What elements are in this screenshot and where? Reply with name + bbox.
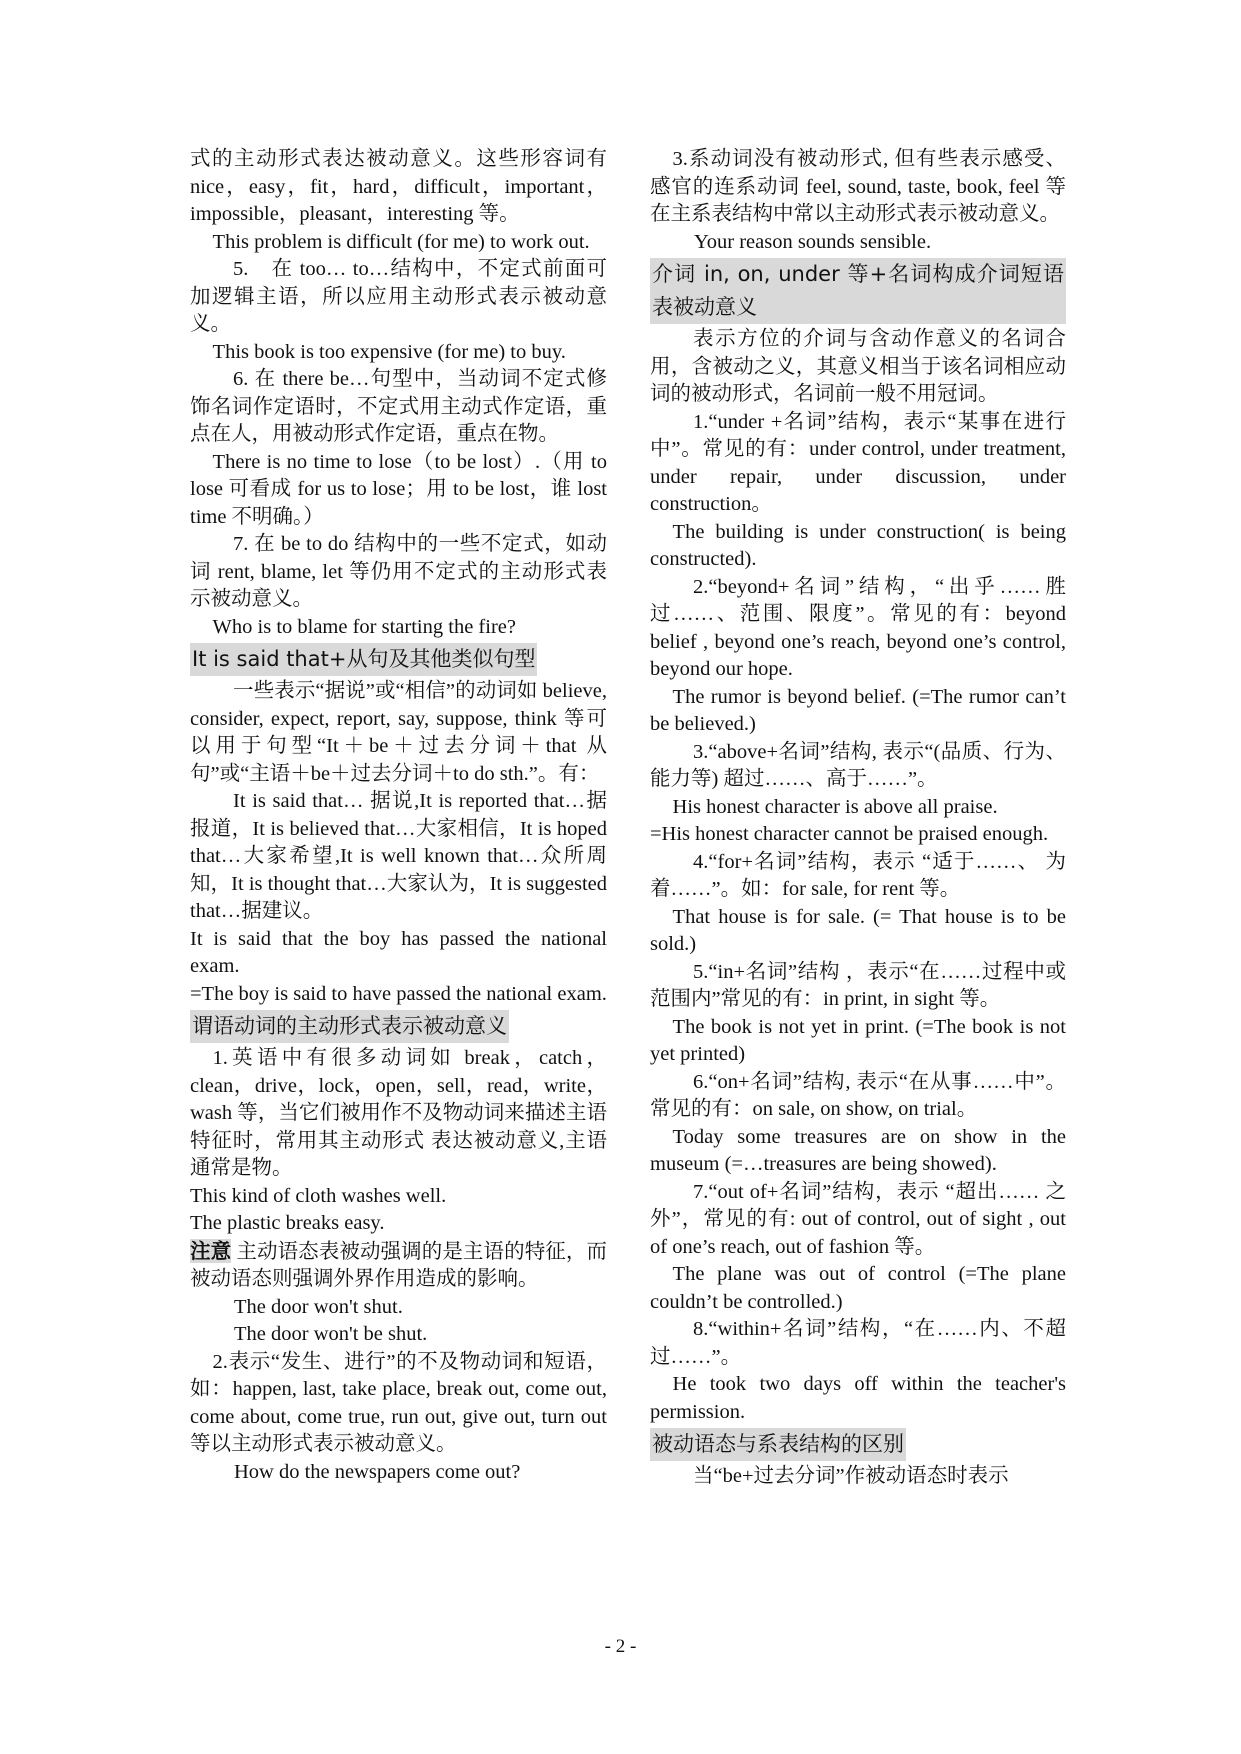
paragraph: 6. 在 there be…句型中，当动词不定式修饰名词作定语时，不定式用主动式作定语，重点在人，用被动形式作定语，重点在物。 (190, 368, 607, 445)
paragraph: It is said that… 据说,It is reported that…据报道，It is believed that…大家相信，It is hoped that…大家希望,It is well known that…众所周知，It is thought that…大家认为，It is suggested that…据建议。 (190, 790, 607, 922)
example-sentence: The door won't be shut. (234, 1323, 428, 1345)
example-sentence: His honest character is above all praise. (672, 795, 998, 818)
section-heading: 谓语动词的主动形式表示被动意义 (190, 1010, 509, 1043)
example-sentence: That house is for sale. (= That house is to be sold.) (650, 905, 1066, 955)
paragraph: 1.英语中有很多动词如 break，catch，clean，drive，lock，open，sell，read，write，wash 等，当它们被用作不及物动词来描述主语特征时，常用其主动形式 表达被动意义,主语通常是物。 (190, 1047, 607, 1179)
section-heading: It is said that+从句及其他类似句型 (190, 643, 537, 676)
example-sentence: The plane was out of control (=The plane couldn’t be controlled.) (650, 1263, 1066, 1313)
paragraph: 当“be+过去分词”作被动语态时表示 (693, 1465, 1009, 1487)
example-sentence: =His honest character cannot be praised enough. (650, 823, 1049, 845)
example-sentence: The building is under construction( is being constructed). (650, 520, 1066, 570)
paragraph: 式的主动形式表达被动意义。这些形容词有nice，easy，fit，hard，difficult，important，impossible，pleasant，interesting 等。 (190, 148, 607, 225)
paragraph: 5. 在 too… to…结构中，不定式前面可加逻辑主语，所以应用主动形式表示被动意义。 (190, 258, 607, 335)
paragraph: 3.“above+名词”结构, 表示“(品质、行为、能力等) 超过……、高于……”。 (650, 740, 1066, 790)
page-number: - 2 - (604, 1636, 637, 1657)
example-sentence: The book is not yet in print. (=The book is not yet printed) (650, 1015, 1066, 1065)
paragraph: 7. 在 be to do 结构中的一些不定式，如动词 rent, blame, let 等仍用不定式的主动形式表示被动意义。 (190, 533, 607, 610)
section-heading: 介词 in, on, under 等+名词构成介词短语表被动意义 (650, 258, 1066, 324)
section-heading: 被动语态与系表结构的区别 (650, 1428, 906, 1461)
note-paragraph (190, 1238, 607, 1294)
example-sentence: =The boy is said to have passed the national exam. (190, 982, 607, 1005)
example-sentence: How do the newspapers come out? (234, 1460, 521, 1483)
example-sentence: This kind of cloth washes well. (190, 1184, 447, 1207)
paragraph: 2.表示“发生、进行”的不及物动词和短语，如：happen, last, take place, break out, come out, come about, come true, run out, give out, turn out 等以主动形式表示被动意义。 (190, 1350, 607, 1455)
example-sentence: Today some treasures are on show in the museum (=…treasures are being showed). (650, 1125, 1066, 1175)
paragraph: 3.系动词没有被动形式, 但有些表示感受、感官的连系动词 feel, sound, taste, book, feel 等在主系表结构中常以主动形式表示被动意义。 (650, 148, 1066, 225)
right-column (650, 146, 1066, 1491)
left-column (190, 146, 607, 1486)
paragraph: 表示方位的介词与含动作意义的名词合用，含被动之义，其意义相当于该名词相应动词的被动形式，名词前一般不用冠词。 (650, 328, 1066, 405)
example-sentence: He took two days off within the teacher's permission. (650, 1373, 1066, 1423)
paragraph: 8.“within+名词”结构，“在……内、不超过……”。 (650, 1318, 1066, 1368)
example-sentence: Your reason sounds sensible. (694, 230, 932, 253)
paragraph: 7.“out of+名词”结构，表示 “超出…… 之外”，常见的有: out of control, out of sight , out of one’s reach, out of fashion 等。 (650, 1180, 1066, 1258)
example-sentence: There is no time to lose（to be lost）.（用 to lose 可看成 for us to lose；用 to be lost，谁 lost time 不明确。） (190, 450, 607, 528)
paragraph: 一些表示“据说”或“相信”的动词如 believe, consider, expect, report, say, suppose, think 等可以用于句型“It＋be＋过去分词＋that 从句”或“主语＋be＋过去分词＋to do sth.”。有： (190, 680, 607, 785)
paragraph: 5.“in+名词”结构 ，表示“在……过程中或范围内”常见的有：in print, in sight 等。 (650, 960, 1066, 1010)
example-sentence: This book is too expensive (for me) to buy. (212, 340, 566, 363)
note-text: 主动语态表被动强调的是主语的特征，而被动语态则强调外界作用造成的影响。 (190, 1240, 607, 1290)
paragraph: 6.“on+名词”结构, 表示“在从事……中”。常见的有：on sale, on show, on trial。 (650, 1070, 1066, 1120)
example-sentence: The door won't shut. (234, 1295, 403, 1318)
example-sentence: The rumor is beyond belief. (=The rumor can’t be believed.) (650, 685, 1066, 735)
example-sentence: Who is to blame for starting the fire? (212, 615, 516, 638)
note-label: 注意 (190, 1238, 232, 1263)
example-sentence: This problem is difficult (for me) to work out. (212, 230, 590, 253)
paragraph: 4.“for+名词”结构，表示 “适于……、 为着……”。如：for sale, for rent 等。 (650, 850, 1066, 900)
example-sentence: The plastic breaks easy. (190, 1212, 385, 1234)
paragraph: 2.“beyond+名词”结构，“出乎……胜过……、范围、限度”。常见的有：beyond belief , beyond one’s reach, beyond one’s control, beyond our hope. (650, 575, 1066, 680)
paragraph: 1.“under +名词”结构，表示“某事在进行中”。常见的有：under control, under treatment, under repair, under discussion, under construction。 (650, 410, 1066, 515)
example-sentence: It is said that the boy has passed the national exam. (190, 927, 607, 977)
